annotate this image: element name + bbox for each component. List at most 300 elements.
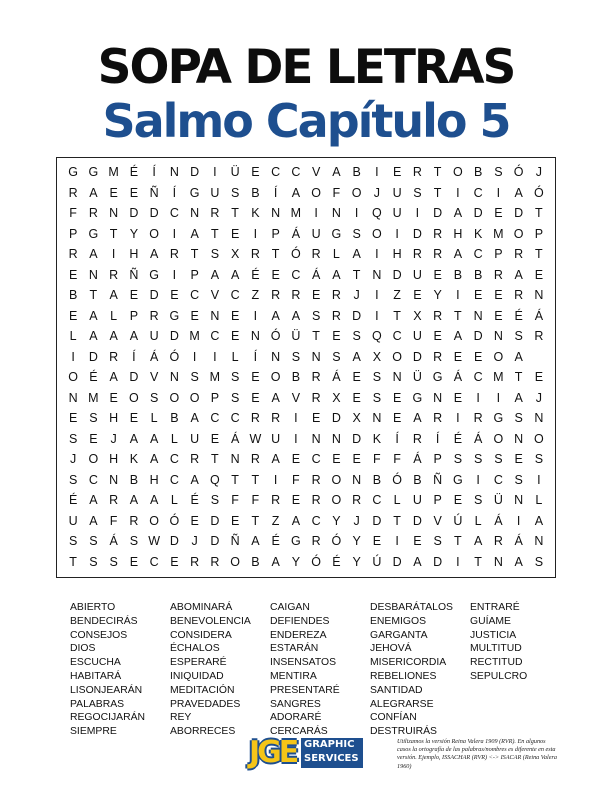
grid-cell[interactable]: S xyxy=(311,308,321,323)
grid-cell[interactable]: R xyxy=(311,472,321,487)
grid-cell[interactable]: E xyxy=(352,452,361,467)
grid-cell[interactable]: P xyxy=(68,226,78,241)
grid-cell[interactable]: J xyxy=(191,534,198,549)
grid-cell[interactable]: N xyxy=(372,267,382,282)
grid-cell[interactable]: S xyxy=(210,493,220,508)
grid-cell[interactable]: É xyxy=(129,165,139,180)
grid-cell[interactable]: Ó xyxy=(392,472,402,487)
grid-cell[interactable]: C xyxy=(291,165,301,180)
grid-cell[interactable]: Y xyxy=(129,226,139,241)
grid-cell[interactable]: É xyxy=(251,267,260,282)
grid-cell[interactable]: N xyxy=(230,452,240,467)
grid-cell[interactable]: I xyxy=(516,513,521,528)
grid-cell[interactable]: I xyxy=(111,247,116,262)
grid-cell[interactable]: R xyxy=(433,411,443,426)
grid-cell[interactable]: S xyxy=(514,472,523,487)
grid-cell[interactable]: E xyxy=(210,431,220,446)
grid-cell[interactable]: E xyxy=(129,185,139,200)
grid-cell[interactable]: I xyxy=(253,226,258,241)
grid-cell[interactable]: B xyxy=(453,267,463,282)
grid-cell[interactable]: D xyxy=(331,411,341,426)
grid-cell[interactable]: Á xyxy=(291,226,301,241)
grid-cell[interactable]: A xyxy=(291,185,301,200)
grid-cell[interactable]: Ú xyxy=(372,554,382,569)
grid-cell[interactable]: G xyxy=(331,226,342,241)
grid-cell[interactable]: D xyxy=(412,349,422,364)
grid-cell[interactable]: T xyxy=(109,226,118,241)
grid-cell[interactable]: A xyxy=(271,308,280,323)
grid-cell[interactable]: C xyxy=(473,247,483,262)
grid-cell[interactable]: R xyxy=(311,390,321,405)
grid-cell[interactable]: B xyxy=(413,472,422,487)
grid-cell[interactable]: Y xyxy=(352,554,361,569)
grid-cell[interactable]: L xyxy=(231,349,239,364)
grid-cell[interactable]: V xyxy=(291,390,301,405)
grid-cell[interactable]: N xyxy=(88,267,98,282)
grid-cell[interactable]: H xyxy=(109,411,119,426)
grid-cell[interactable]: D xyxy=(352,308,362,323)
grid-cell[interactable]: C xyxy=(271,165,281,180)
grid-cell[interactable]: R xyxy=(250,452,260,467)
grid-cell[interactable]: F xyxy=(231,493,239,508)
grid-cell[interactable]: E xyxy=(109,185,118,200)
grid-cell[interactable]: R xyxy=(271,411,281,426)
grid-cell[interactable]: R xyxy=(534,329,544,344)
grid-cell[interactable]: T xyxy=(352,267,361,282)
grid-cell[interactable]: É xyxy=(68,493,78,508)
grid-cell[interactable]: Ó xyxy=(331,534,342,549)
grid-cell[interactable]: Z xyxy=(393,288,401,303)
grid-cell[interactable]: A xyxy=(129,493,139,508)
grid-cell[interactable]: N xyxy=(190,206,200,221)
grid-cell[interactable]: G xyxy=(149,267,159,282)
grid-cell[interactable]: E xyxy=(372,534,382,549)
grid-cell[interactable]: R xyxy=(250,411,260,426)
grid-cell[interactable]: I xyxy=(71,349,75,364)
grid-cell[interactable]: E xyxy=(413,534,422,549)
grid-cell[interactable]: O xyxy=(230,554,240,569)
grid-cell[interactable]: N xyxy=(210,308,220,323)
grid-cell[interactable]: N xyxy=(311,349,321,364)
grid-cell[interactable]: A xyxy=(89,247,98,262)
grid-cell[interactable]: T xyxy=(454,534,462,549)
grid-cell[interactable]: S xyxy=(89,534,98,549)
grid-cell[interactable]: R xyxy=(109,493,119,508)
grid-cell[interactable]: Ó xyxy=(291,247,301,262)
grid-cell[interactable]: G xyxy=(493,411,504,426)
grid-cell[interactable]: P xyxy=(271,226,280,241)
grid-cell[interactable]: E xyxy=(494,288,503,303)
grid-cell[interactable]: R xyxy=(412,431,422,446)
grid-cell[interactable]: N xyxy=(352,472,362,487)
grid-cell[interactable]: E xyxy=(352,390,361,405)
grid-cell[interactable]: Z xyxy=(251,288,260,303)
grid-cell[interactable]: C xyxy=(190,288,200,303)
grid-cell[interactable]: G xyxy=(189,185,200,200)
grid-cell[interactable]: A xyxy=(149,452,159,467)
grid-cell[interactable]: E xyxy=(453,349,463,364)
grid-cell[interactable]: M xyxy=(189,329,200,344)
grid-cell[interactable]: A xyxy=(514,349,523,364)
grid-cell[interactable]: Ó xyxy=(169,349,180,364)
grid-cell[interactable]: N xyxy=(534,288,544,303)
grid-cell[interactable]: E xyxy=(68,411,78,426)
grid-cell[interactable]: Ü xyxy=(493,493,503,508)
grid-cell[interactable]: E xyxy=(129,288,139,303)
grid-cell[interactable]: O xyxy=(88,452,99,467)
grid-cell[interactable]: E xyxy=(170,288,179,303)
grid-cell[interactable]: R xyxy=(412,165,422,180)
grid-cell[interactable]: R xyxy=(271,493,281,508)
grid-cell[interactable]: B xyxy=(170,411,179,426)
grid-cell[interactable]: P xyxy=(433,493,442,508)
grid-cell[interactable]: N xyxy=(109,206,119,221)
grid-cell[interactable]: N xyxy=(372,411,382,426)
grid-cell[interactable]: Í xyxy=(273,185,278,200)
grid-cell[interactable]: A xyxy=(514,554,523,569)
grid-cell[interactable]: L xyxy=(535,493,543,508)
grid-cell[interactable]: C xyxy=(392,329,402,344)
grid-cell[interactable]: B xyxy=(251,554,260,569)
grid-cell[interactable]: E xyxy=(433,267,442,282)
grid-cell[interactable]: E xyxy=(392,390,402,405)
grid-cell[interactable]: Q xyxy=(372,329,382,344)
grid-cell[interactable]: N xyxy=(331,206,341,221)
grid-cell[interactable]: A xyxy=(190,411,199,426)
grid-cell[interactable]: B xyxy=(473,267,483,282)
grid-cell[interactable]: D xyxy=(473,329,483,344)
grid-cell[interactable]: U xyxy=(392,185,402,200)
grid-cell[interactable]: E xyxy=(230,308,240,323)
grid-cell[interactable]: J xyxy=(353,513,360,528)
grid-cell[interactable]: E xyxy=(453,493,463,508)
grid-cell[interactable]: V xyxy=(149,370,159,385)
grid-cell[interactable]: N xyxy=(433,390,443,405)
grid-cell[interactable]: Ó xyxy=(270,329,281,344)
grid-cell[interactable]: I xyxy=(213,349,217,364)
grid-cell[interactable]: Á xyxy=(494,513,503,528)
grid-cell[interactable]: E xyxy=(392,411,402,426)
grid-cell[interactable]: E xyxy=(68,308,78,323)
grid-cell[interactable]: A xyxy=(129,329,139,344)
grid-cell[interactable]: A xyxy=(352,349,361,364)
grid-cell[interactable]: E xyxy=(291,493,301,508)
grid-cell[interactable]: A xyxy=(271,390,280,405)
grid-cell[interactable]: Ó xyxy=(513,165,524,180)
grid-cell[interactable]: R xyxy=(433,226,443,241)
grid-cell[interactable]: E xyxy=(433,329,442,344)
grid-cell[interactable]: I xyxy=(375,288,379,303)
grid-cell[interactable]: P xyxy=(534,226,544,241)
grid-cell[interactable]: I xyxy=(496,185,501,200)
grid-cell[interactable]: T xyxy=(251,472,260,487)
grid-cell[interactable]: E xyxy=(514,452,523,467)
grid-cell[interactable]: É xyxy=(514,308,523,323)
grid-cell[interactable]: J xyxy=(535,390,542,405)
grid-cell[interactable]: A xyxy=(352,247,361,262)
grid-cell[interactable]: S xyxy=(230,390,240,405)
grid-cell[interactable]: B xyxy=(372,472,382,487)
grid-cell[interactable]: J xyxy=(110,431,117,446)
grid-cell[interactable]: I xyxy=(213,165,217,180)
grid-cell[interactable]: V xyxy=(210,288,220,303)
grid-cell[interactable]: I xyxy=(537,472,541,487)
grid-cell[interactable]: N xyxy=(493,329,503,344)
grid-cell[interactable]: G xyxy=(291,534,301,549)
grid-cell[interactable]: I xyxy=(253,308,258,323)
grid-cell[interactable]: K xyxy=(372,431,382,446)
grid-cell[interactable]: A xyxy=(230,267,240,282)
grid-cell[interactable]: S xyxy=(89,411,98,426)
grid-cell[interactable]: C xyxy=(372,493,382,508)
grid-cell[interactable]: X xyxy=(352,411,361,426)
grid-cell[interactable]: S xyxy=(453,452,463,467)
grid-cell[interactable]: P xyxy=(433,452,442,467)
grid-cell[interactable]: Á xyxy=(473,431,483,446)
grid-cell[interactable]: R xyxy=(169,247,179,262)
grid-cell[interactable]: E xyxy=(332,329,341,344)
grid-cell[interactable]: O xyxy=(372,226,382,241)
grid-cell[interactable]: T xyxy=(474,554,482,569)
grid-cell[interactable]: E xyxy=(534,370,544,385)
grid-cell[interactable]: Ü xyxy=(230,165,240,180)
grid-cell[interactable]: O xyxy=(513,226,524,241)
grid-cell[interactable]: U xyxy=(271,431,281,446)
grid-cell[interactable]: E xyxy=(311,411,321,426)
grid-cell[interactable]: R xyxy=(68,247,78,262)
grid-cell[interactable]: A xyxy=(109,329,118,344)
grid-cell[interactable]: S xyxy=(514,411,523,426)
grid-cell[interactable]: A xyxy=(89,185,98,200)
grid-cell[interactable]: L xyxy=(110,308,118,323)
grid-cell[interactable]: T xyxy=(535,247,543,262)
grid-cell[interactable]: Í xyxy=(395,431,399,446)
grid-cell[interactable]: R xyxy=(210,554,220,569)
grid-cell[interactable]: D xyxy=(149,206,159,221)
grid-cell[interactable]: N xyxy=(392,370,402,385)
grid-cell[interactable]: E xyxy=(271,267,280,282)
grid-cell[interactable]: A xyxy=(271,554,280,569)
grid-cell[interactable]: E xyxy=(129,554,139,569)
grid-cell[interactable]: F xyxy=(292,472,300,487)
grid-cell[interactable]: F xyxy=(332,185,341,200)
grid-cell[interactable]: R xyxy=(311,247,321,262)
grid-cell[interactable]: X xyxy=(372,349,382,364)
grid-cell[interactable]: O xyxy=(270,370,281,385)
grid-cell[interactable]: I xyxy=(415,206,420,221)
grid-cell[interactable]: P xyxy=(210,390,220,405)
grid-cell[interactable]: A xyxy=(332,267,341,282)
grid-cell[interactable]: F xyxy=(373,452,381,467)
grid-cell[interactable]: E xyxy=(230,513,240,528)
grid-cell[interactable]: C xyxy=(210,411,220,426)
grid-cell[interactable]: E xyxy=(68,267,78,282)
grid-cell[interactable]: D xyxy=(514,206,524,221)
grid-cell[interactable]: O xyxy=(129,390,139,405)
grid-cell[interactable]: Í xyxy=(152,165,156,180)
grid-cell[interactable]: S xyxy=(149,390,159,405)
grid-cell[interactable]: R xyxy=(190,452,200,467)
grid-cell[interactable]: M xyxy=(108,165,119,180)
grid-cell[interactable]: E xyxy=(494,206,503,221)
grid-cell[interactable]: B xyxy=(291,370,301,385)
grid-cell[interactable]: I xyxy=(294,431,298,446)
grid-cell[interactable]: R xyxy=(433,349,443,364)
grid-cell[interactable]: R xyxy=(433,247,443,262)
grid-cell[interactable]: M xyxy=(493,370,504,385)
grid-cell[interactable]: I xyxy=(273,472,278,487)
grid-cell[interactable]: U xyxy=(190,431,200,446)
grid-cell[interactable]: T xyxy=(393,513,401,528)
grid-cell[interactable]: O xyxy=(331,493,342,508)
grid-cell[interactable]: L xyxy=(170,431,178,446)
grid-cell[interactable]: E xyxy=(453,390,463,405)
grid-cell[interactable]: Á xyxy=(311,267,321,282)
grid-cell[interactable]: C xyxy=(88,472,98,487)
grid-cell[interactable]: É xyxy=(332,554,341,569)
grid-cell[interactable]: E xyxy=(230,226,240,241)
grid-cell[interactable]: É xyxy=(190,493,199,508)
grid-cell[interactable]: S xyxy=(514,329,523,344)
grid-cell[interactable]: Y xyxy=(352,534,361,549)
grid-cell[interactable]: Á xyxy=(230,431,240,446)
grid-cell[interactable]: E xyxy=(251,370,260,385)
grid-cell[interactable]: I xyxy=(294,411,298,426)
grid-cell[interactable]: D xyxy=(169,329,179,344)
grid-cell[interactable]: A xyxy=(514,390,523,405)
grid-cell[interactable]: C xyxy=(230,288,240,303)
grid-cell[interactable]: S xyxy=(332,349,341,364)
grid-cell[interactable]: Ñ xyxy=(149,185,159,200)
grid-cell[interactable]: J xyxy=(70,452,77,467)
grid-cell[interactable]: R xyxy=(271,288,281,303)
grid-cell[interactable]: E xyxy=(109,390,118,405)
grid-cell[interactable]: A xyxy=(149,493,159,508)
grid-cell[interactable]: E xyxy=(170,554,179,569)
grid-cell[interactable]: A xyxy=(109,370,118,385)
grid-cell[interactable]: G xyxy=(88,165,99,180)
grid-cell[interactable]: R xyxy=(149,308,159,323)
grid-cell[interactable]: M xyxy=(88,390,99,405)
grid-cell[interactable]: Q xyxy=(372,206,382,221)
grid-cell[interactable]: T xyxy=(69,554,77,569)
grid-cell[interactable]: D xyxy=(412,226,422,241)
grid-cell[interactable]: C xyxy=(473,370,483,385)
grid-cell[interactable]: G xyxy=(432,370,443,385)
grid-cell[interactable]: T xyxy=(393,308,401,323)
grid-cell[interactable]: F xyxy=(69,206,77,221)
grid-cell[interactable]: O xyxy=(453,165,463,180)
grid-cell[interactable]: S xyxy=(68,534,78,549)
grid-cell[interactable]: E xyxy=(129,411,139,426)
grid-cell[interactable]: I xyxy=(456,185,460,200)
grid-cell[interactable]: C xyxy=(311,513,321,528)
grid-cell[interactable]: O xyxy=(331,472,342,487)
grid-cell[interactable]: G xyxy=(412,390,423,405)
grid-cell[interactable]: A xyxy=(210,267,220,282)
grid-cell[interactable]: I xyxy=(314,206,318,221)
grid-cell[interactable]: U xyxy=(412,267,422,282)
grid-cell[interactable]: U xyxy=(149,329,159,344)
grid-cell[interactable]: L xyxy=(332,247,340,262)
grid-cell[interactable]: T xyxy=(535,206,543,221)
grid-cell[interactable]: U xyxy=(68,513,78,528)
grid-cell[interactable]: G xyxy=(453,472,463,487)
grid-cell[interactable]: N xyxy=(493,554,503,569)
grid-cell[interactable]: Á xyxy=(109,534,118,549)
grid-cell[interactable]: V xyxy=(311,165,321,180)
grid-cell[interactable]: O xyxy=(493,349,504,364)
grid-cell[interactable]: S xyxy=(129,534,139,549)
grid-cell[interactable]: A xyxy=(413,411,422,426)
grid-cell[interactable]: Ñ xyxy=(230,534,240,549)
grid-cell[interactable]: I xyxy=(496,390,501,405)
grid-cell[interactable]: Ó xyxy=(169,513,180,528)
grid-cell[interactable]: M xyxy=(290,206,302,221)
grid-cell[interactable]: F xyxy=(393,452,401,467)
grid-cell[interactable]: R xyxy=(291,288,301,303)
grid-cell[interactable]: I xyxy=(354,206,359,221)
grid-cell[interactable]: S xyxy=(433,534,442,549)
grid-cell[interactable]: A xyxy=(453,329,463,344)
grid-cell[interactable]: S xyxy=(372,370,382,385)
grid-cell[interactable]: R xyxy=(210,206,220,221)
grid-cell[interactable]: I xyxy=(476,390,480,405)
grid-cell[interactable]: B xyxy=(251,185,260,200)
grid-cell[interactable]: S xyxy=(413,185,422,200)
grid-cell[interactable]: S xyxy=(473,493,483,508)
grid-cell[interactable]: F xyxy=(251,493,260,508)
grid-cell[interactable]: E xyxy=(332,452,341,467)
grid-cell[interactable]: R xyxy=(514,288,524,303)
grid-cell[interactable]: Ñ xyxy=(129,267,139,282)
grid-cell[interactable]: D xyxy=(412,513,422,528)
grid-cell[interactable]: A xyxy=(473,534,483,549)
grid-cell[interactable]: A xyxy=(190,472,199,487)
grid-cell[interactable]: S xyxy=(89,554,98,569)
grid-cell[interactable]: R xyxy=(473,411,483,426)
grid-cell[interactable]: R xyxy=(433,308,443,323)
grid-cell[interactable]: S xyxy=(230,185,240,200)
grid-cell[interactable]: E xyxy=(190,308,199,323)
grid-cell[interactable]: T xyxy=(271,247,280,262)
grid-cell[interactable]: A xyxy=(534,513,544,528)
grid-cell[interactable]: D xyxy=(149,288,159,303)
grid-cell[interactable]: O xyxy=(189,390,200,405)
grid-cell[interactable]: C xyxy=(311,452,321,467)
grid-cell[interactable]: B xyxy=(352,165,361,180)
grid-cell[interactable]: Z xyxy=(271,513,280,528)
grid-cell[interactable]: I xyxy=(456,288,460,303)
grid-cell[interactable]: J xyxy=(373,185,380,200)
grid-cell[interactable]: A xyxy=(149,247,159,262)
grid-cell[interactable]: R xyxy=(514,247,524,262)
grid-cell[interactable]: M xyxy=(209,370,221,385)
grid-cell[interactable]: R xyxy=(109,267,119,282)
grid-cell[interactable]: R xyxy=(109,349,119,364)
grid-cell[interactable]: G xyxy=(68,165,78,180)
grid-cell[interactable]: S xyxy=(109,554,118,569)
grid-cell[interactable]: A xyxy=(453,206,463,221)
grid-cell[interactable]: N xyxy=(271,206,281,221)
grid-cell[interactable]: X xyxy=(413,308,422,323)
grid-cell[interactable]: X xyxy=(332,390,341,405)
grid-cell[interactable]: T xyxy=(211,226,219,241)
grid-cell[interactable]: C xyxy=(473,185,483,200)
grid-cell[interactable] xyxy=(529,347,549,368)
grid-cell[interactable]: T xyxy=(312,329,320,344)
grid-cell[interactable]: C xyxy=(230,411,240,426)
